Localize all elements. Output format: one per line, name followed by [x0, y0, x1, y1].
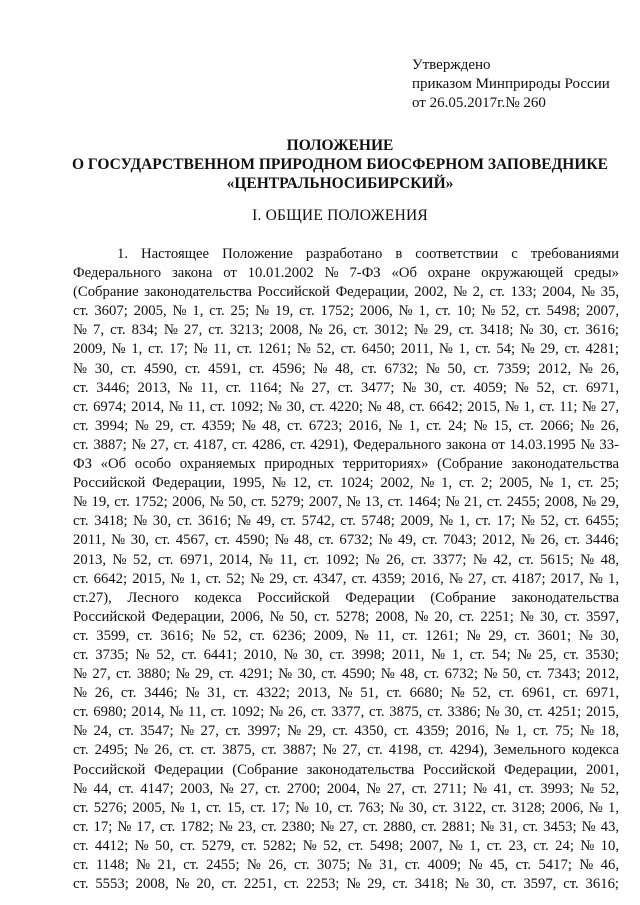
title-line-1: ПОЛОЖЕНИЕ — [286, 137, 394, 154]
body-line: ст. 4412; № 50, ст. 5279, ст. 5282; № 52, ст. 5498; 2007, № 1, ст. 23, ст. 24; № 10, — [73, 837, 619, 854]
document-title — [60, 136, 620, 193]
body-line: ст. 3607; 2005, № 1, ст. 25; № 19, ст. 1752; 2006, № 1, ст. 10; № 52, ст. 5498; 2007, — [73, 303, 619, 320]
body-line: (Собрание законодательства Российской Федерации, 2002, № 2, ст. 133; 2004, № 35, — [73, 284, 619, 301]
body-line: Российской Федерации, 2006, № 50, ст. 5278; 2008, № 20, ст. 2251; № 30, ст. 3597, — [73, 608, 619, 625]
body-line: ст. 6980; 2014, № 11, ст. 1092; № 26, ст. 3377, ст. 3875, ст. 3386; № 30, ст. 4251; 2015, — [73, 704, 619, 721]
title-line-3: «ЦЕНТРАЛЬНОСИБИРСКИЙ» — [226, 175, 454, 192]
body-line: № 24, ст. 3547; № 27, ст. 3997; № 29, ст. 4350, ст. 4359; 2016, № 1, ст. 75; № 18, — [73, 723, 619, 740]
body-line: ст.27), Лесного кодекса Российской Федерации (Собрание законодательства — [73, 589, 619, 606]
body-line: ст. 3735; № 52, ст. 6441; 2010, № 30, ст. 3998; 2011, № 1, ст. 54; № 25, ст. 3530; — [73, 646, 619, 663]
body-line: 2009, № 1, ст. 17; № 11, ст. 1261; № 52, ст. 6450; 2011, № 1, ст. 54; № 29, ст. 4281; — [73, 341, 619, 358]
body-line: № 7, ст. 834; № 27, ст. 3213; 2008, № 26, ст. 3012; № 29, ст. 3418; № 30, ст. 3616; — [73, 322, 619, 339]
body-paragraph — [73, 245, 619, 894]
title-line-2: О ГОСУДАРСТВЕННОМ ПРИРОДНОМ БИОСФЕРНОМ ЗАПОВЕДНИКЕ — [72, 156, 608, 173]
section-heading: I. ОБЩИЕ ПОЛОЖЕНИЯ — [252, 207, 428, 224]
approval-stamp — [412, 56, 632, 113]
body-line: № 27, ст. 3880; № 29, ст. 4291; № 30, ст. 4590; № 48, ст. 6732; № 50, ст. 7343; 2012, — [73, 666, 619, 683]
body-line: ст. 6974; 2014, № 11, ст. 1092; № 30, ст. 4220; № 48, ст. 6642; 2015, № 1, ст. 11; № 27, — [73, 398, 619, 415]
body-line: Федерального закона от 10.01.2002 № 7-ФЗ «Об охране окружающей среды» — [73, 265, 619, 282]
body-line: № 44, ст. 4147; 2003, № 27, ст. 2700; 2004, № 27, ст. 2711; № 41, ст. 3993; № 52, — [73, 780, 619, 797]
body-line: ст. 1148; № 21, ст. 2455; № 26, ст. 3075; № 31, ст. 4009; № 45, ст. 5417; № 46, — [73, 857, 619, 873]
body-line: 2013, № 52, ст. 6971, 2014, № 11, ст. 1092; № 26, ст. 3377; № 42, ст. 5615; № 48, — [73, 551, 619, 568]
body-line: ст. 17; № 17, ст. 1782; № 23, ст. 2380; № 27, ст. 2880, ст. 2881; № 31, ст. 3453; № 43, — [73, 818, 619, 835]
body-line: № 30, ст. 4590, ст. 4591, ст. 4596; № 48, ст. 6732; № 50, ст. 7359; 2012, № 26, — [73, 360, 619, 377]
body-line: ст. 6642; 2015, № 1, ст. 52; № 29, ст. 4347, ст. 4359; 2016, № 27, ст. 4187; 2017, № 1, — [73, 570, 619, 587]
body-line: ст. 3418; № 30, ст. 3616; № 49, ст. 5742, ст. 5748; 2009, № 1, ст. 17; № 52, ст. 6455; — [73, 513, 619, 530]
approval-line-date: от 26.05.2017г.№ 260 — [412, 95, 546, 111]
body-line: ст. 3994; № 29, ст. 4359; № 48, ст. 6723; 2016, № 1, ст. 24; № 15, ст. 2066; № 26, — [73, 417, 619, 434]
approval-line-approved: Утверждено — [412, 57, 491, 73]
body-line: ст. 5553; 2008, № 20, ст. 2251, ст. 2253; № 29, ст. 3418; № 30, ст. 3597, ст. 3616; — [73, 876, 619, 893]
body-line: ст. 5276; 2005, № 1, ст. 15, ст. 17; № 10, ст. 763; № 30, ст. 3122, ст. 3128; 2006, № 1, — [73, 799, 619, 816]
body-line: ст. 3446; 2013, № 11, ст. 1164; № 27, ст. 3477; № 30, ст. 4059; № 52, ст. 6971, — [73, 379, 619, 396]
body-line: 2011, № 30, ст. 4567, ст. 4590; № 48, ст. 6732; № 49, ст. 7043; 2012, № 26, ст. 3446; — [73, 532, 619, 549]
body-line: ст. 3887; № 27, ст. 4187, ст. 4286, ст. 4291), Федерального закона от 14.03.1995 № 33- — [73, 436, 619, 453]
body-line: ФЗ «Об особо охраняемых природных территориях» (Собрание законодательства — [73, 456, 619, 473]
body-line: 1. Настоящее Положение разработано в соответствии с требованиями — [117, 246, 619, 262]
body-line: Российской Федерации (Собрание законодательства Российской Федерации, 2001, — [73, 761, 619, 778]
body-line: ст. 3599, ст. 3616; № 52, ст. 6236; 2009, № 11, ст. 1261; № 29, ст. 3601; № 30, — [73, 627, 619, 644]
body-line: № 19, ст. 1752; 2006, № 50, ст. 5279; 2007, № 13, ст. 1464; № 21, ст. 2455; 2008, № 29, — [73, 494, 619, 511]
body-line: Российской Федерации, 1995, № 12, ст. 1024; 2002, № 1, ст. 2; 2005, № 1, ст. 25; — [73, 475, 619, 492]
body-line: ст. 2495; № 26, ст. ст. 3875, ст. 3887; № 27, ст. 4198, ст. 4294), Земельного кодекса — [73, 742, 619, 759]
approval-line-order: приказом Минприроды России — [412, 76, 610, 92]
body-line: № 26, ст. 3446; № 31, ст. 4322; 2013, № 51, ст. 6680; № 52, ст. 6961, ст. 6971, — [73, 685, 619, 702]
